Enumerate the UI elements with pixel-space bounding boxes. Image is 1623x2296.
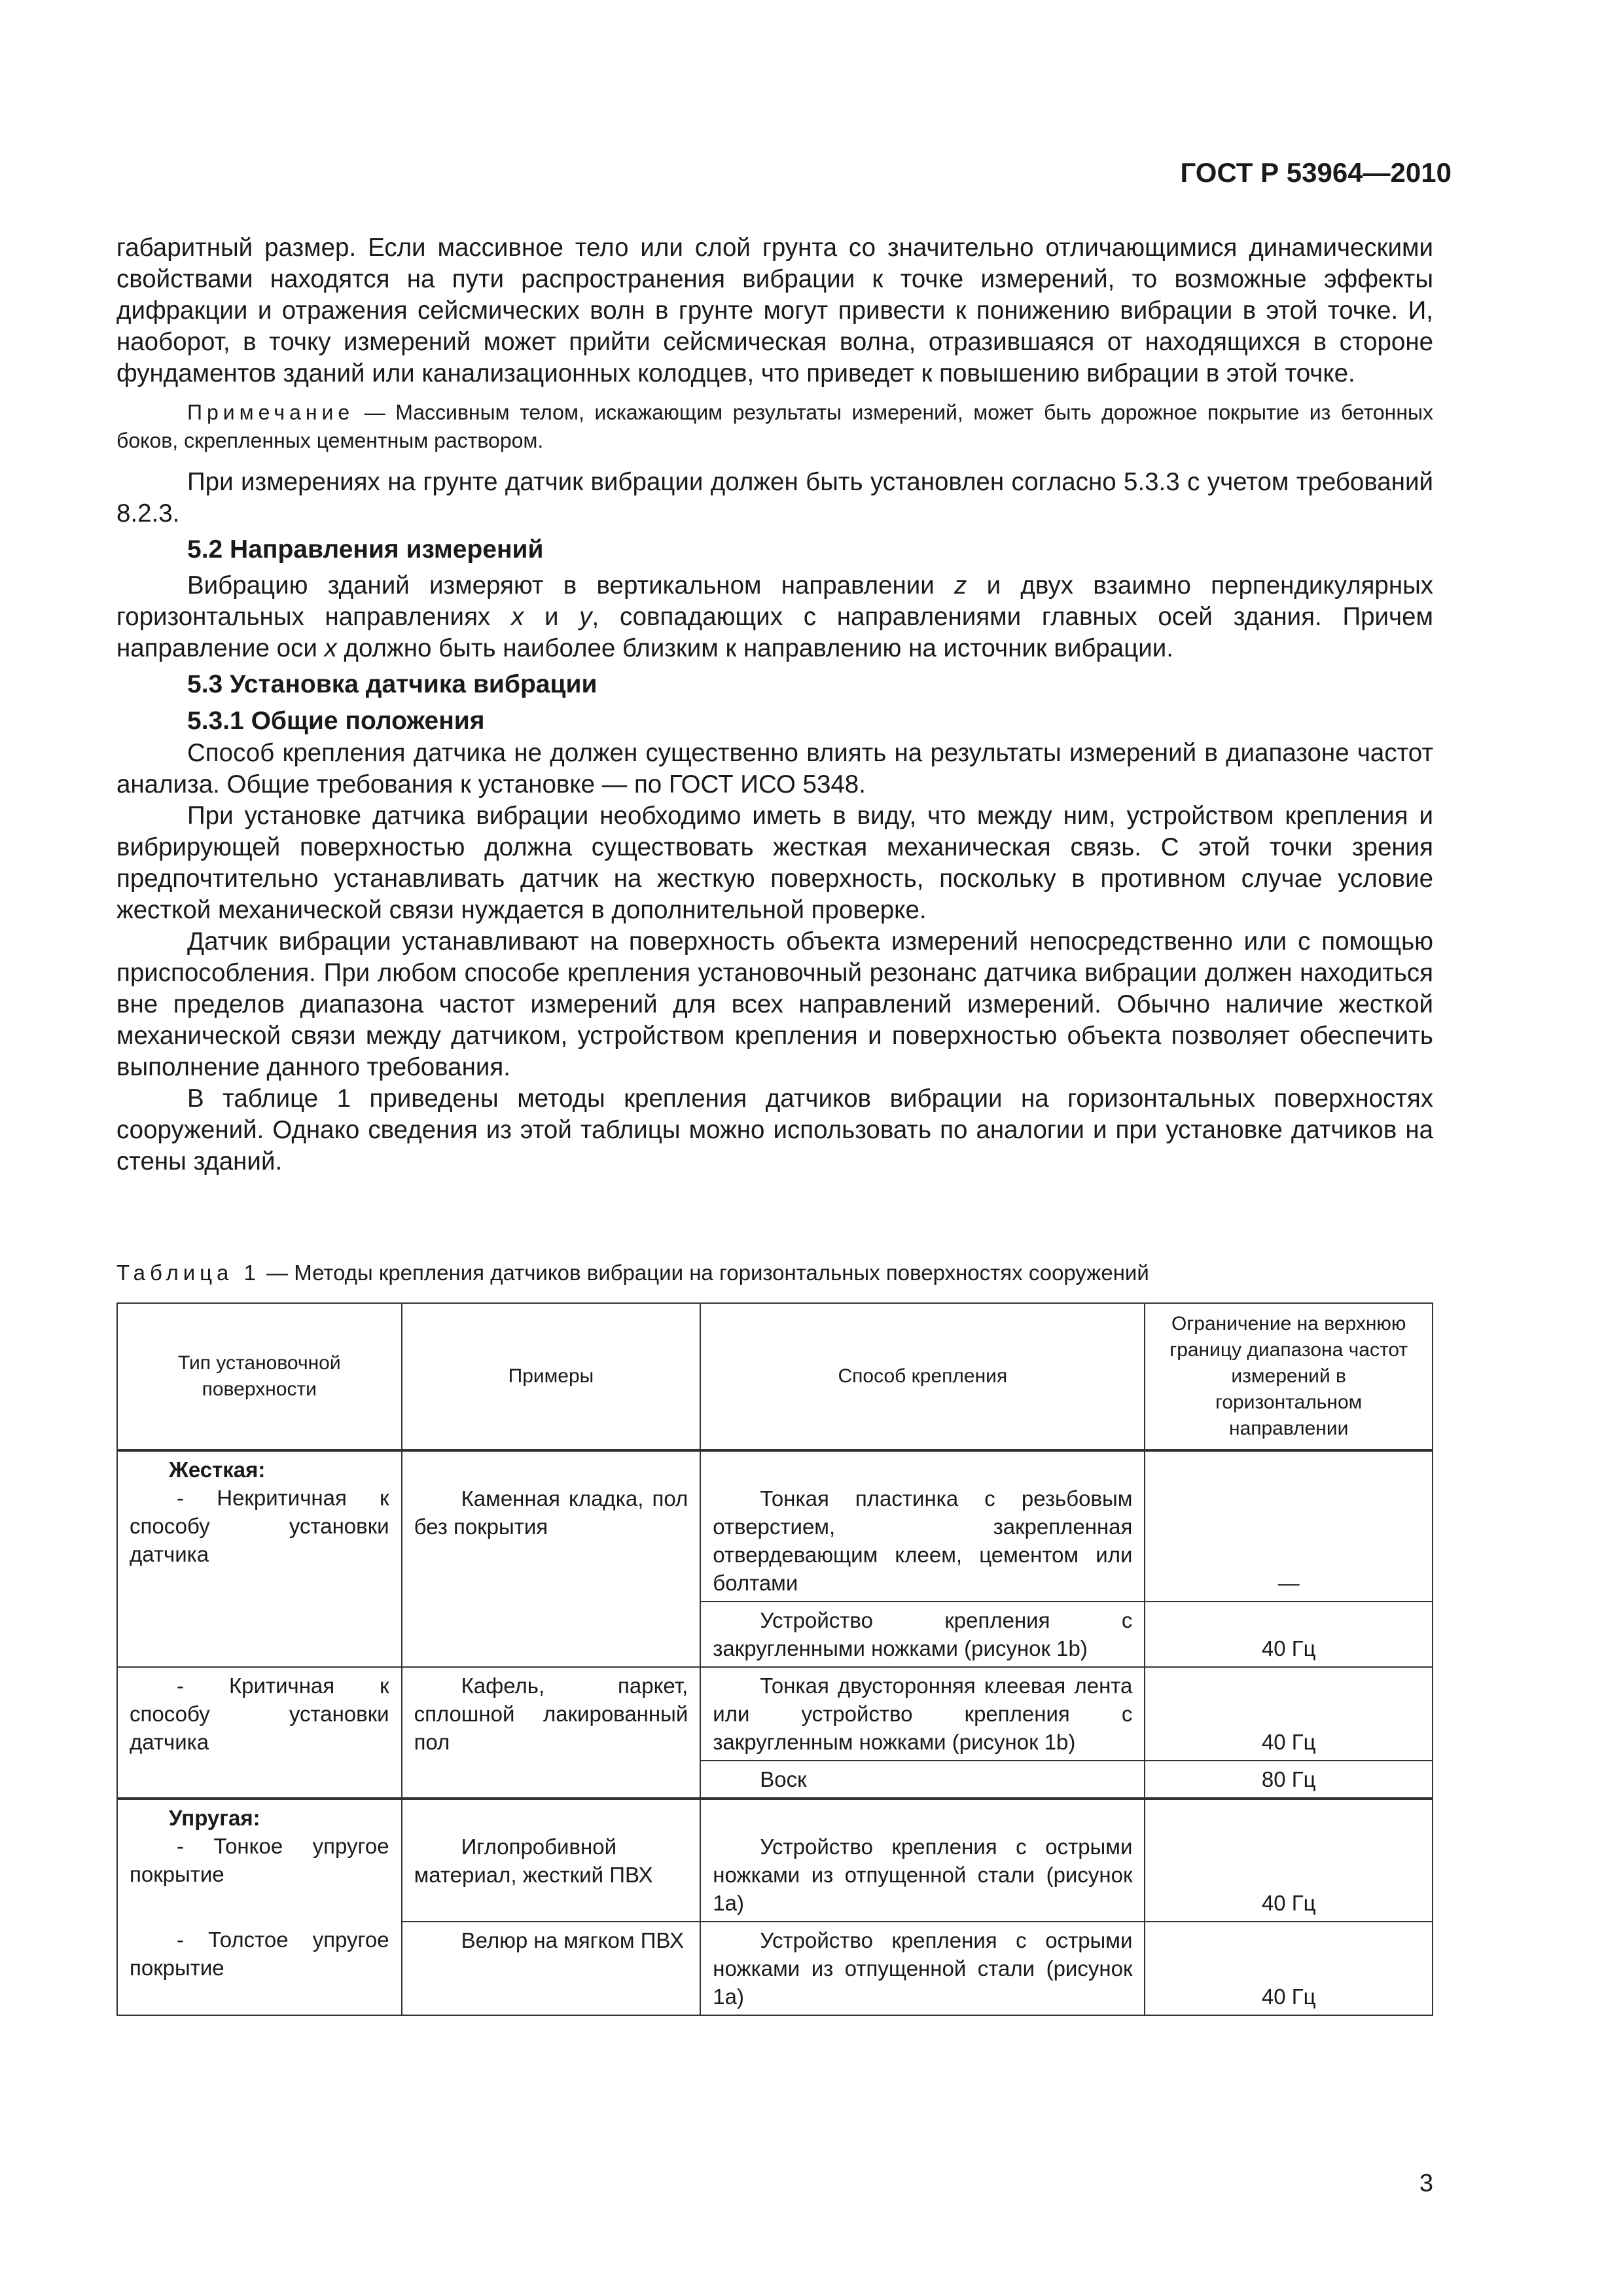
body-text: [116, 232, 1433, 1177]
table-row: [117, 1450, 1433, 1602]
surface-type-cell: [117, 1922, 402, 2015]
note-text: — Массивным телом, искажающим результаты измерений, может быть дорожное покрытие из бетонных боков, скрепленных цементным раствором.: [116, 401, 1433, 452]
method-cell: Устройство крепления с острыми ножками из отпущенной стали (рисунок 1а): [700, 1922, 1145, 2015]
paragraph: В таблице 1 приведены методы крепления датчиков вибрации на горизонтальных поверхностях сооружений. Однако сведения из этой таблицы можно использовать по аналогии и при установке датчиков на стены зданий.: [116, 1085, 1433, 1175]
column-header: Способ крепления: [700, 1303, 1145, 1450]
surface-subtype: - Толстое упругое покрытие: [130, 1928, 389, 1980]
example-cell: Кафель, паркет, сплошной лакированный пол: [402, 1667, 701, 1799]
method-cell: Устройство крепления с острыми ножками из отпущенной стали (рисунок 1а): [700, 1799, 1145, 1922]
surface-subtype: - Тонкое упругое покрытие: [130, 1834, 389, 1886]
limit-cell: 80 Гц: [1145, 1761, 1433, 1799]
document-id: ГОСТ Р 53964—2010: [1180, 157, 1452, 188]
limit-cell: 40 Гц: [1145, 1667, 1433, 1761]
section-heading: 5.3 Установка датчика вибрации: [187, 670, 597, 698]
paragraph: Вибрацию зданий измеряют в вертикальном направлении z и двух взаимно перпендикулярных горизонтальных направлениях x и y, совпадающих с направлениями главных осей здания. Причем направление оси x должно быть наиболее близким к направлению на источник вибрации.: [116, 571, 1434, 662]
surface-subtype: - Некритичная к способу установки датчика: [130, 1486, 389, 1566]
note-label: Примечание: [187, 401, 355, 424]
page-number: 3: [1419, 2170, 1433, 2197]
column-header: Тип установочной поверхности: [117, 1303, 402, 1450]
table-row: [117, 1799, 1433, 1922]
group-title: Жесткая:: [169, 1458, 266, 1482]
paragraph: Способ крепления датчика не должен существенно влиять на результаты измерений в диапазоне частот анализа. Общие требования к установке — по ГОСТ ИСО 5348.: [116, 739, 1433, 798]
subsection-heading: 5.3.1 Общие положения: [187, 707, 485, 735]
limit-cell: 40 Гц: [1145, 1922, 1433, 2015]
paragraph: Датчик вибрации устанавливают на поверхность объекта измерений непосредственно или с помощью приспособления. При любом способе крепления установочный резонанс датчика вибрации должен находиться вне пределов диапазона частот измерений для всех направлений измерений. Обычно наличие жесткой механической связи между датчиком, устройством крепления и поверхностью объекта позволяет обеспечить выполнение данного требования.: [116, 927, 1433, 1081]
limit-cell: 40 Гц: [1145, 1799, 1433, 1922]
column-header: Ограничение на верхнюю границу диапазона частот измерений в горизонтальном направлении: [1145, 1303, 1433, 1450]
table-row: [117, 1922, 1433, 2015]
paragraph: габаритный размер. Если массивное тело или слой грунта со значительно отличающимися динамическими свойствами находятся на пути распространения вибрации к точке измерений, то возможные эффекты дифракции и отражения сейсмических волн в грунте могут привести к понижению вибрации в этой точке. И, наоборот, в точку измерений может прийти сейсмическая волна, отразившаяся от находящихся в стороне фундаментов зданий или канализационных колодцев, что приведет к повышению вибрации в этой точке.: [116, 234, 1433, 387]
limit-cell: —: [1145, 1450, 1433, 1602]
surface-type-cell: [117, 1799, 402, 1922]
column-header: Примеры: [402, 1303, 701, 1450]
table-header-row: [117, 1303, 1433, 1450]
table-row: [117, 1667, 1433, 1761]
method-cell: Тонкая пластинка с резьбовым отверстием, закрепленная отвердевающим клеем, цементом или болтами: [700, 1450, 1145, 1602]
method-cell: Устройство крепления с закругленными ножками (рисунок 1b): [700, 1602, 1145, 1667]
surface-type-cell: [117, 1450, 402, 1667]
group-title: Упругая:: [169, 1806, 260, 1830]
surface-type-cell: [117, 1667, 402, 1799]
section-heading: 5.2 Направления измерений: [187, 535, 544, 564]
limit-cell: 40 Гц: [1145, 1602, 1433, 1667]
note: [116, 399, 1433, 455]
surface-subtype: - Критичная к способу установки датчика: [130, 1674, 389, 1754]
example-cell: Велюр на мягком ПВХ: [402, 1922, 701, 2015]
table-caption: [116, 1259, 1149, 1287]
example-cell: Иглопробивной материал, жесткий ПВХ: [402, 1799, 701, 1922]
table-caption-label: Таблица 1: [116, 1261, 260, 1285]
mounting-methods-table: [116, 1302, 1433, 2016]
table-caption-text: — Методы крепления датчиков вибрации на горизонтальных поверхностях сооружений: [260, 1261, 1149, 1285]
paragraph: При установке датчика вибрации необходимо иметь в виду, что между ним, устройством крепления и вибрирующей поверхностью должна существовать жесткая механическая связь. С этой точки зрения предпочтительно устанавливать датчик на жесткую поверхность, поскольку в противном случае условие жесткой механической связи нуждается в дополнительной проверке.: [116, 802, 1433, 924]
method-cell: Тонкая двусторонняя клеевая лента или устройство крепления с закругленным ножками (рисунок 1b): [700, 1667, 1145, 1761]
paragraph: При измерениях на грунте датчик вибрации должен быть установлен согласно 5.3.3 с учетом требований 8.2.3.: [116, 468, 1433, 528]
example-cell: Каменная кладка, пол без покрытия: [402, 1450, 701, 1667]
method-cell: Воск: [700, 1761, 1145, 1799]
